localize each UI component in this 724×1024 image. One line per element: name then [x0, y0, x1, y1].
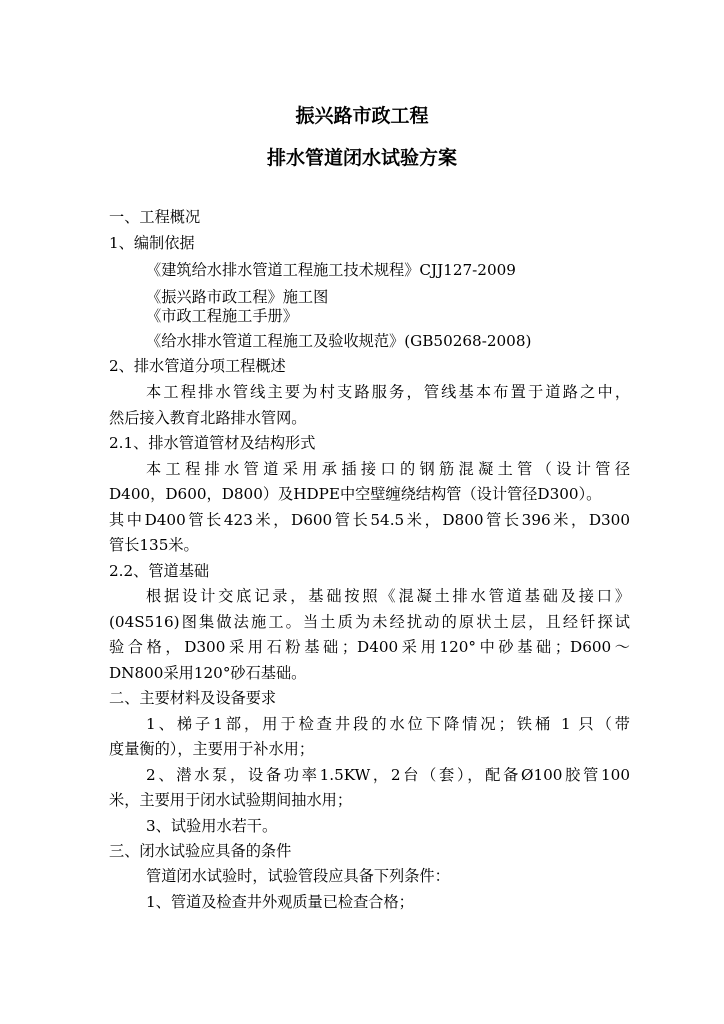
paragraph-line: 其中D400管长423米，D600管长54.5米，D800管长396米，D300	[109, 511, 630, 529]
paragraph-line: 本工程排水管道采用承插接口的钢筋混凝土管（设计管径	[146, 460, 630, 478]
paragraph-line: 2、潜水泵，设备功率1.5KW，2台（套），配备Ø100胶管100	[146, 766, 630, 784]
paragraph-line: 验合格，D300采用石粉基础；D400采用120°中砂基础；D600～	[109, 638, 630, 656]
reference-item: 《振兴路市政工程》施工图	[146, 288, 329, 306]
paragraph-line: (04S516)图集做法施工。当土质为未经扰动的原状土层，且经钎探试	[109, 613, 630, 631]
subsection-heading: 2.2、管道基础	[109, 562, 210, 580]
section-heading: 二、主要材料及设备要求	[109, 689, 277, 707]
section-heading: 一、工程概况	[109, 208, 201, 226]
paragraph-line: 米，主要用于闭水试验期间抽水用；	[109, 791, 352, 809]
paragraph-line: D400，D600，D800）及HDPE中空壁缠绕结构管（设计管径D300）。	[109, 485, 602, 503]
paragraph-line: 度量衡的），主要用于补水用；	[109, 740, 315, 758]
subsection-heading: 2.1、排水管道管材及结构形式	[109, 434, 316, 452]
paragraph-line: 管道闭水试验时，试验管段应具备下列条件：	[146, 867, 450, 885]
paragraph-line: 1、管道及检查井外观质量已检查合格；	[146, 893, 414, 911]
document-title: 排水管道闭水试验方案	[266, 147, 457, 169]
reference-item: 《给水排水管道工程施工及验收规范》(GB50268-2008)	[146, 332, 532, 350]
paragraph-line: 3、试验用水若干。	[146, 817, 278, 835]
section-heading: 三、闭水试验应具备的条件	[109, 842, 292, 860]
paragraph-line: 本工程排水管线主要为村支路服务，管线基本布置于道路之中，	[146, 383, 630, 401]
reference-item: 《建筑给水排水管道工程施工技术规程》CJJ127-2009	[146, 261, 516, 279]
reference-item: 《市政工程施工手册》	[146, 307, 298, 325]
subsection-heading: 1、编制依据	[109, 234, 195, 252]
paragraph-line: 然后接入教育北路排水管网。	[109, 409, 307, 427]
paragraph-line: 管长135米。	[109, 536, 199, 554]
paragraph-line: 根据设计交底记录，基础按照《混凝土排水管道基础及接口》	[146, 587, 630, 605]
paragraph-line: DN800采用120°砂石基础。	[109, 664, 307, 682]
paragraph-line: 1、梯子1部，用于检查井段的水位下降情况；铁桶 1 只（带	[146, 715, 630, 733]
subsection-heading: 2、排水管道分项工程概述	[109, 357, 286, 375]
project-title: 振兴路市政工程	[295, 105, 429, 127]
